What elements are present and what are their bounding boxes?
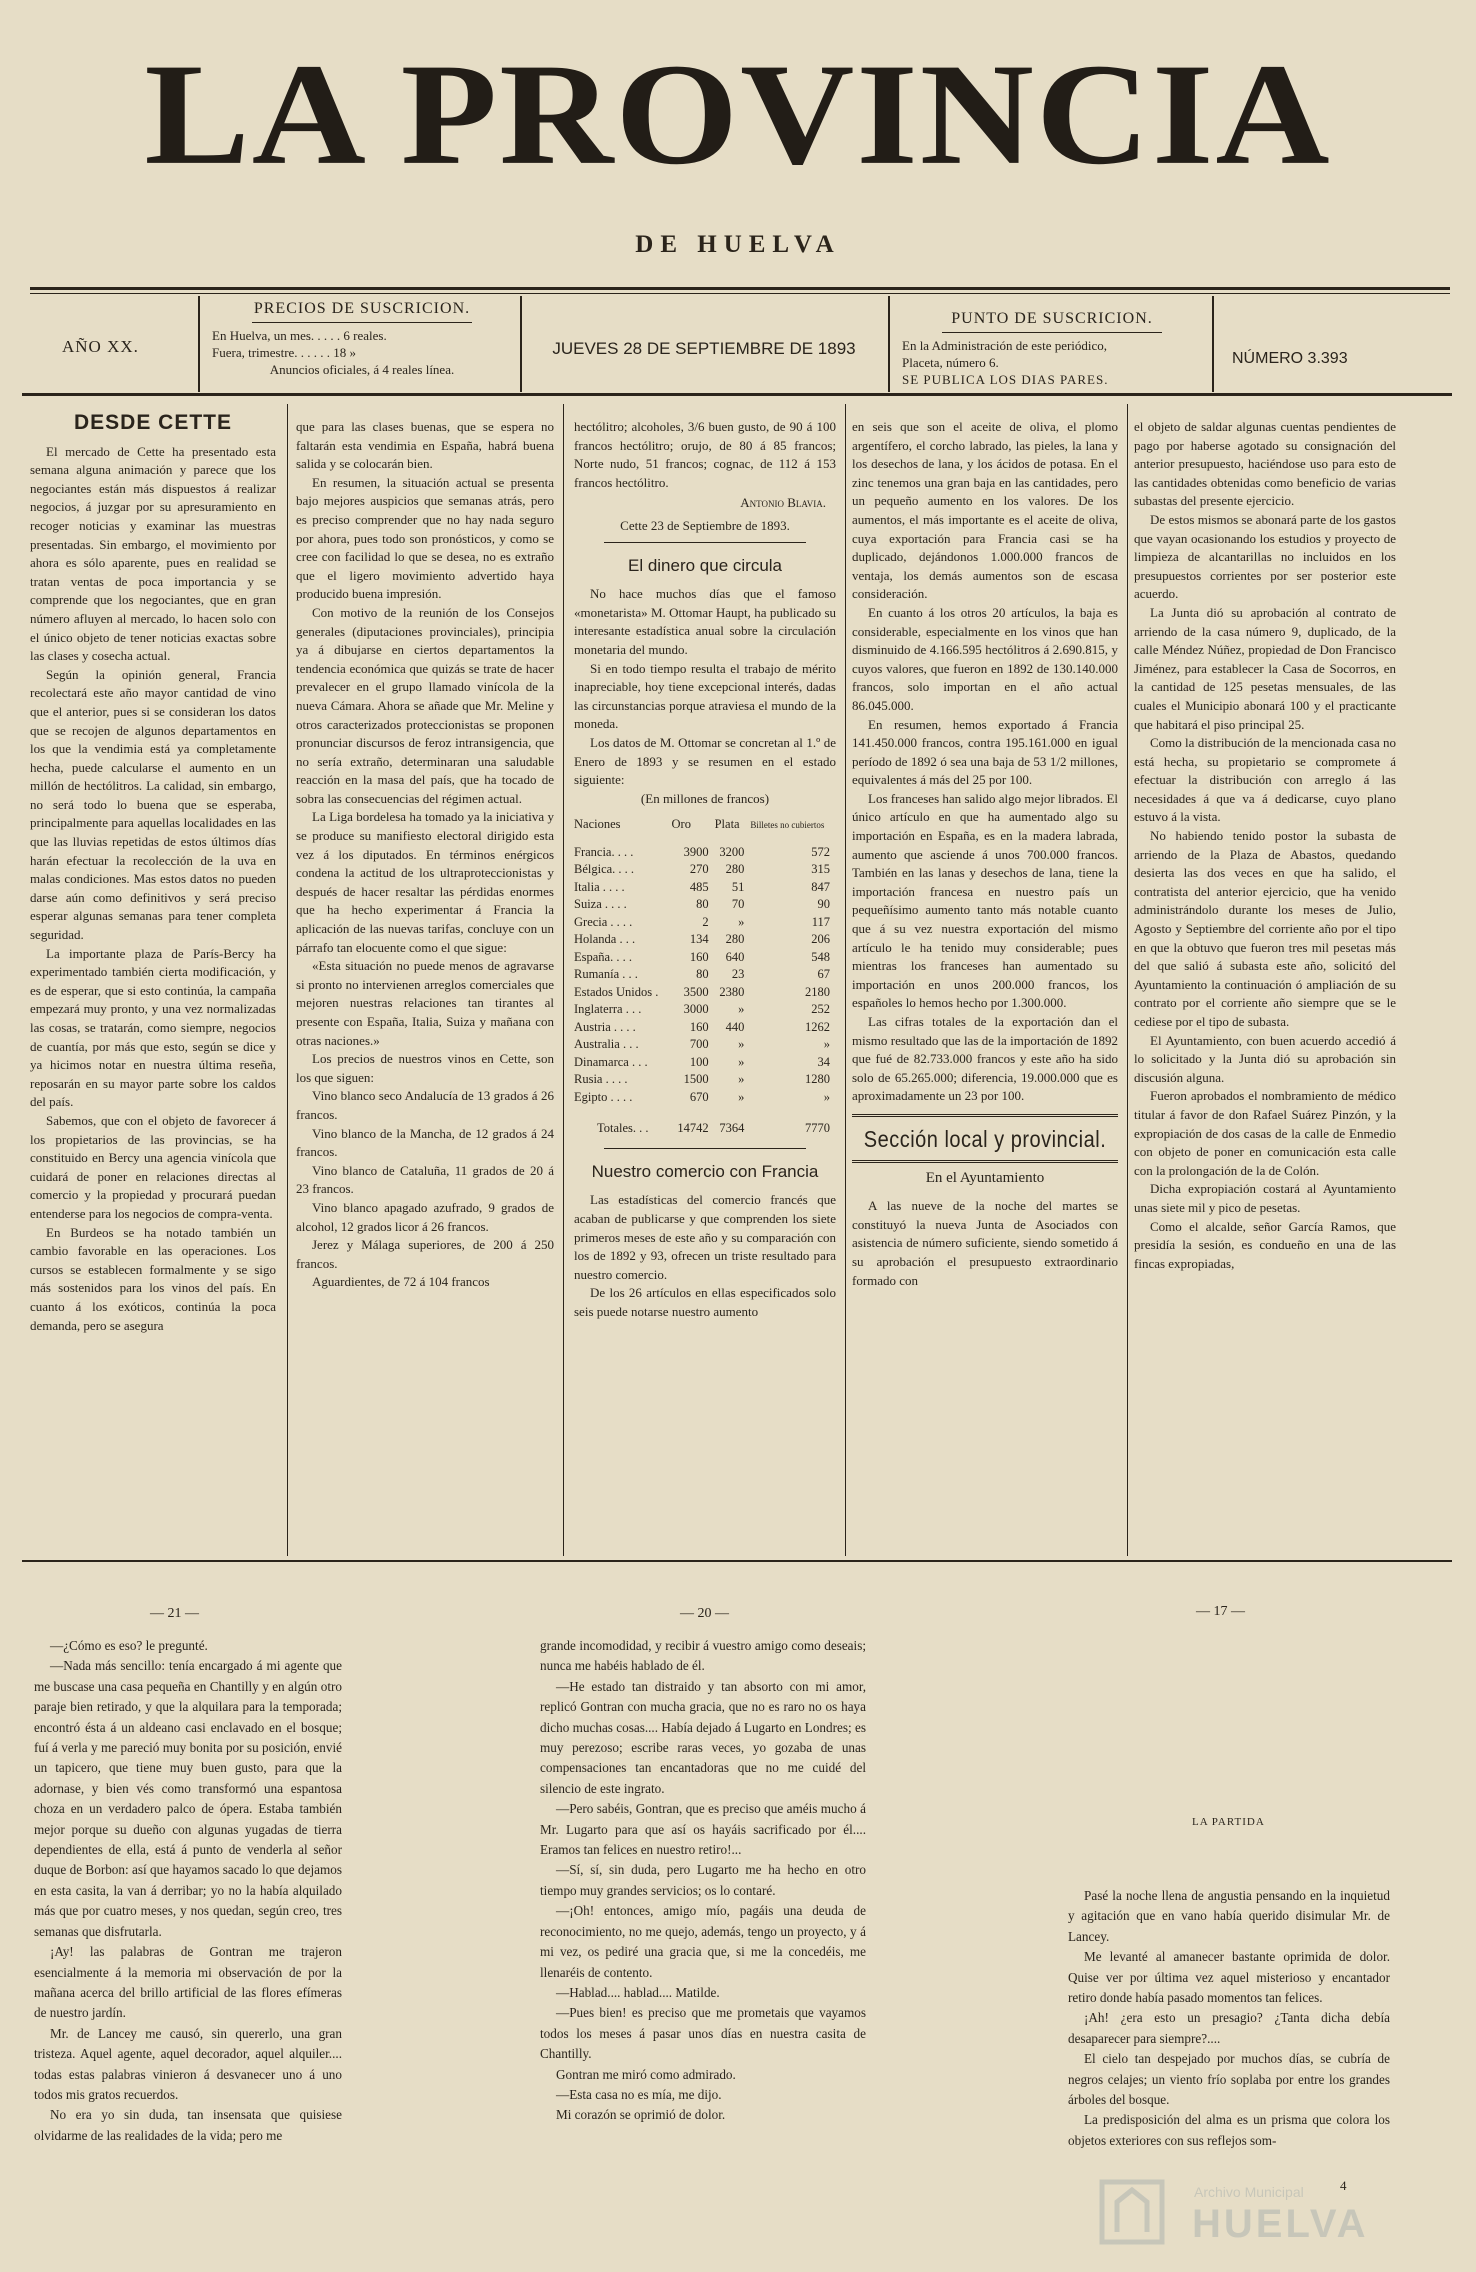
article-heading-dinero: El dinero que circula xyxy=(627,555,783,575)
article-heading-comercio: Nuestro comercio con Francia xyxy=(591,1161,819,1181)
table-cell: 252 xyxy=(811,1002,830,1017)
paragraph: ¡Ay! las palabras de Gontran me trajeron esencialmente á la memoria mi observación de por la mañana acerca del brillo artificial de las flores efímeras de nuestro jardín. xyxy=(34,1944,342,2021)
paragraph: La Liga bordelesa ha tomado ya la iniciativa y se produce su manifiesto electoral dirigido esta vez á los diputados. En términos enérgicos condena la actitud de los ultraproteccionistas y después de hacer resaltar las pérdidas enormes que ha hecho experimentar á Francia la aplicación de las nuevas tarifas, concluye con un párrafo tan elocuente como el que sigue: xyxy=(296,809,554,955)
paragraph: Como el alcalde, señor García Ramos, que presidía la sesión, es condueño en una de las fincas expropiadas, xyxy=(1134,1218,1396,1271)
table-cell: 80 xyxy=(696,897,709,912)
subscription-point-box xyxy=(902,310,1202,388)
table-cell: Holanda . . . xyxy=(574,932,636,947)
table-cell: 2380 xyxy=(719,984,745,999)
table-cell: 3500 xyxy=(683,984,709,999)
article-dateline: Cette 23 de Septiembre de 1893. xyxy=(620,517,790,533)
table-cell: Inglaterra . . . xyxy=(574,1002,642,1017)
paragraph: Mr. de Lancey me causó, sin quererlo, una gran tristeza. Aquel agente, aquel decorador, aquel alquiler.... todas estas palabras vinieron á desvanecer uno á uno todos mis gratos recuerdos. xyxy=(34,2025,342,2102)
money-table xyxy=(574,812,836,1138)
table-cell: Egipto . . . . xyxy=(574,1089,633,1104)
archive-logo-icon xyxy=(1082,2172,1182,2252)
table-cell: 572 xyxy=(811,844,830,859)
table-cell: 206 xyxy=(811,932,830,947)
paragraph: Según la opinión general, Francia recolectará este año mayor cantidad de vino que el anterior, pues si se consideran los datos que se recojen de algunos departamentos en los que la vendimia está ya completamente hecha, puede calcularse el aumento en un millón de hectólitros. La calidad, sin embargo, no será todo lo buena que se esperaba, principalmente para aquellas localidades en las que las lluvias repetidas de estos últimos días harán efectuar la recolección de la uva en malas condiciones. Mas estos datos no pueden darse aún como definitivos y será preciso esperar algunas semanas para tener completa seguridad. xyxy=(30,666,276,943)
masthead-title: LA PROVINCIA xyxy=(144,34,1332,196)
masthead-rule-top-thin xyxy=(30,293,1450,294)
section-rule xyxy=(852,1160,1118,1163)
table-row xyxy=(574,949,836,967)
prices-box xyxy=(212,300,512,378)
table-cell: » xyxy=(823,1037,830,1052)
table-cell: 548 xyxy=(811,949,830,964)
paragraph: Los precios de nuestros vinos en Cette, son los que siguen: xyxy=(296,1051,554,1085)
paragraph: El cielo tan despejado por muchos días, se cubría de negros celajes; un viento frío soplaba por entre los grandes árboles del bosque. xyxy=(1068,2051,1390,2108)
table-cell: 14742 xyxy=(677,1121,709,1136)
paragraph: El Ayuntamiento, con buen acuerdo accedió á lo solicitado y la Junta dió su aprobación sin discusión alguna. xyxy=(1134,1032,1396,1085)
paragraph: Me levanté al amanecer bastante oprimida de dolor. Quise ver por última vez aquel misterioso y encantador retiro donde había pasado momentos tan felices. xyxy=(1068,1949,1390,2006)
paragraph: Como la distribución de la mencionada casa no está hecha, su propietario se compromete á efectuar la distribución con arreglo á las necesidades á que va á dedicarse, cuyo plano estuvo á la vista. xyxy=(1134,735,1396,825)
table-row xyxy=(574,1036,836,1054)
infobar-rule-bottom xyxy=(22,393,1452,396)
paragraph: La importante plaza de París-Bercy ha experimentado también cierta modificación, y es de esperar, que si esto continúa, la campaña empezará muy pronto, y una vez normalizadas las cosas, se tratarán, como siempre, negocios de cuantía, por más que esto, según se dice y ya hicimos notar en nuestra última reseña, reposarán en su mayor parte sobre los caldos del país. xyxy=(30,945,276,1110)
paragraph: Fueron aprobados el nombramiento de médico titular á favor de don Rafael Suárez Pinzón, y la expropiación de dos casas de la calle de Enmedio con objeto de poner en comunicación esta calle con la prolongación de la de Colón. xyxy=(1134,1088,1396,1178)
paragraph: —Nada más sencillo: tenía encargado á mi agente que me buscase una casa pequeña en Chantilly y en algún otro paraje bien retirado, y que la alquilara para la temporada; encontró ésta á un aldeano casi enclavado en el bosque; fuí á verla y me pareció muy bonita por su posición, envié un tapicero, que tiene muy buen gusto, para que la adornase, y bien vés como transformó una espantosa choza en un verdadero palco de ópera. Estaba también mejor porque su dueño con algunas yugadas de tierra dependientes de ella, está á punto de venderla al señor duque de Borbon: así que hayamos sacado lo que dejamos en esta casita, la van á derribar; yo no la había alquilado más que por cuatro meses, y nos quedan, según creo, tres semanas que disfrutarla. xyxy=(34,1658,342,1939)
prices-line: En Huelva, un mes. . . . . 6 reales. xyxy=(212,328,387,343)
feuilleton-page-number: — 20 — xyxy=(680,1606,729,1621)
table-cell: 847 xyxy=(811,879,830,894)
paragraph: No habiendo tenido postor la subasta de arriendo de la Plaza de Abastos, quedando desierta las dos veces en que ha salido, el contratista del anterior ejercicio, que ha venido administrándolo durante los meses de Julio, Agosto y Septiembre del corriente año por el tipo en que la obtuvo que fueron tres mil pesetas más del que salió á subasta este año, solicitó del Ayuntamiento la continuación ó ampliación de su contrato por el corriente año siempre que se le cediese por el tipo de subasta. xyxy=(1134,828,1396,1029)
paragraph: —Sí, sí, sin duda, pero Lugarto me ha hecho en otro tiempo muy grandes servicios; os lo contaré. xyxy=(540,1862,866,1898)
table-cell: » xyxy=(738,1072,745,1087)
paragraph: grande incomodidad, y recibir á vuestro amigo como deseais; nunca me habéis hablado de él. xyxy=(540,1638,866,1674)
table-cell: 34 xyxy=(817,1054,830,1069)
table-row xyxy=(574,1089,836,1107)
table-cell: 67 xyxy=(817,967,830,982)
table-cell: » xyxy=(823,1089,830,1104)
table-cell: 485 xyxy=(689,879,709,894)
prices-title: PRECIOS DE SUSCRICION. xyxy=(253,300,471,317)
paragraph: —He estado tan distraido y tan absorto con mi amor, replicó Gontran con mucha gracia, que no es raro no os haya dicho muchas cosas.... Había dejado á Lugarto en Londres; es muy perezoso; escribe raras veces, yo gozaba de unas compensaciones tan encantadoras que no me cuidé del silencio de este ingrato. xyxy=(540,1678,866,1796)
column-divider xyxy=(287,404,288,1556)
paragraph: No hace muchos días que el famoso «monetarista» M. Ottomar Haupt, ha publicado su interesante estadística anual sobre la circulación monetaria del mundo. xyxy=(574,586,836,657)
paragraph: Las estadísticas del comercio francés que acaban de publicarse y que comprenden los siete primeros meses de este año y su comparación con los de 1892 y 93, ofrecen un triste resultado para nuestro comercio. xyxy=(574,1192,836,1282)
paragraph: Los franceses han salido algo mejor librados. El único artículo en que ha aumentado algo su importación en España, es en la madera labrada, aumento que asciende á unos 700.000 francos. También en las lanas y desechos de lana, tiene la importación francesa en nuestro país un pequeñísimo aumento tanto más notable cuanto que á su vez nuestra exportación del mismo artículo le ha tenido muy considerable; pues mientras los franceses han aumentado su importación en unos 200.000 francos, los españoles lo hemos hecho por 1.300.000. xyxy=(852,790,1118,1011)
column-2 xyxy=(296,418,554,1292)
column-divider xyxy=(845,404,846,1556)
paragraph: —Esta casa no es mía, me dijo. xyxy=(556,2086,722,2102)
table-row xyxy=(574,1019,836,1037)
paragraph: el objeto de saldar algunas cuentas pendientes de pago por haberse agotado su consignación del anterior presupuesto, haciéndose uso para esto de las cantidades obtenidas como beneficio de varias subastas del presente ejercicio. xyxy=(1134,419,1396,509)
table-cell: 1500 xyxy=(683,1072,709,1087)
paragraph: De los 26 artículos en ellas especificados solo seis puede notarse nuestro aumento xyxy=(574,1285,836,1319)
article-heading-desde-cette: DESDE CETTE xyxy=(73,411,233,434)
paragraph: Con motivo de la reunión de los Consejos generales (diputaciones provinciales), principia ya á dibujarse en ciertos departamentos la tendencia económica que quizás se trate de hacer prevalecer en el grupo llamado vinícola de la nueva Cámara. Ahora se añade que Mr. Meline y otros caracterizados proteccionistas se proponen pronunciar discursos de feroz intransigencia, que no sería extraño, determinaran una saludable reacción en la masa del país, que ha tocado de sobra las consecuencias del régimen actual. xyxy=(296,604,554,806)
paragraph: —Pues bien! es preciso que me prometais que vayamos todos los meses á pasar unos días en nuestra casita de Chantilly. xyxy=(540,2005,866,2062)
feuilleton-column-middle xyxy=(540,1636,866,2126)
table-row xyxy=(574,844,836,862)
paragraph: Los datos de M. Ottomar se concretan al 1.º de Enero de 1893 y se resumen en el estado siguiente: xyxy=(574,734,836,788)
table-cell: 100 xyxy=(689,1054,709,1069)
paragraph: En resumen, hemos exportado á Francia 141.450.000 francos, contra 195.161.000 en igual período de 1892 ó sea una baja de 53 1/2 millones, equivalentes á más del 25 por 100. xyxy=(852,716,1118,788)
issue-number: NÚMERO 3.393 xyxy=(1232,350,1348,367)
paragraph: Vino blanco de la Mancha, de 12 grados á 24 francos. xyxy=(296,1125,554,1160)
feuilleton-column-right xyxy=(1068,1886,1390,2151)
table-cell: 134 xyxy=(689,932,709,947)
table-cell: 160 xyxy=(689,949,709,964)
paragraph: —Hablad.... hablad.... Matilde. xyxy=(556,1984,720,2000)
paragraph: en seis que son el aceite de oliva, el plomo argentífero, el corcho labrado, las pieles, la lana y los desechos de lana, y los ácidos de potasa. En el zinc tenemos una gran baja en las cantidades, pero un pequeño aumento en los valores. De los aumentos, el más importante es el aceite de oliva, cuya exportación para Francia casi se ha duplicado, dejándonos 1.000.000 francos de ventaja, los demás aumentos son de escasa consideración. xyxy=(852,419,1118,602)
table-cell: 23 xyxy=(731,967,745,982)
table-cell: 7364 xyxy=(719,1121,745,1136)
table-cell: 640 xyxy=(725,949,745,964)
table-cell: 3200 xyxy=(719,844,745,859)
paragraph: Si en todo tiempo resulta el trabajo de mérito inapreciable, hoy tiene excepcional interés, dadas las circunstancias porque atraviesa el mundo de la moneda. xyxy=(574,660,836,732)
published-days: SE PUBLICA LOS DIAS PARES. xyxy=(902,372,1109,387)
table-cell: Austria . . . . xyxy=(574,1019,636,1034)
point-line: Placeta, número 6. xyxy=(902,355,999,370)
column-3 xyxy=(574,418,836,1322)
table-cell: Francia. . . . xyxy=(574,844,634,859)
table-cell: Suiza . . . . xyxy=(574,897,627,912)
table-row xyxy=(574,879,836,897)
table-cell: » xyxy=(738,1089,745,1104)
table-cell: 117 xyxy=(811,914,830,929)
infobar-divider xyxy=(520,296,522,392)
table-cell: 2 xyxy=(702,914,709,929)
column-divider xyxy=(563,404,564,1556)
table-cell: 3000 xyxy=(683,1002,709,1017)
paragraph: La predisposición del alma es un prisma que colora los objetos exteriores con sus reflejos som- xyxy=(1068,2112,1390,2148)
table-cell: 1280 xyxy=(805,1072,830,1087)
column-1 xyxy=(30,410,276,1335)
paragraph: En cuanto á los otros 20 artículos, la baja es considerable, especialmente en los vinos que han disminuido de 4.166.595 hectólitros á 2.690.815, y cuyos valores, que fueron en 1892 de 130.140.000 francos, solo importan en el año actual 86.045.000. xyxy=(852,604,1118,713)
paragraph: Sabemos, que con el objeto de favorecer á los propietarios de las provincias, se ha constituido en Bercy una agencia vinícola que cuidará de poner en relaciones directas al comercio y la propiedad y procurará puedan entenderse para los negocios de compra-venta. xyxy=(30,1112,276,1221)
archive-watermark xyxy=(1072,2172,1412,2252)
paragraph: Vino blanco seco Andalucía de 13 grados á 26 francos. xyxy=(296,1088,554,1122)
table-row xyxy=(574,966,836,984)
paragraph: Mi corazón se oprimió de dolor. xyxy=(556,2107,726,2123)
table-row xyxy=(574,914,836,932)
infobar-divider xyxy=(198,296,200,392)
table-cell: 3900 xyxy=(683,844,709,859)
feuilleton-page-number: — 17 — xyxy=(1196,1604,1245,1619)
paragraph: Jerez y Málaga superiores, de 200 á 250 francos. xyxy=(296,1237,554,1271)
feuilleton-column-left xyxy=(34,1636,342,2146)
table-cell: Bélgica. . . . xyxy=(574,862,635,877)
year-label: AÑO XX. xyxy=(62,337,139,356)
paragraph: —¿Cómo es eso? le pregunté. xyxy=(50,1638,208,1653)
paragraph: que para las clases buenas, que se espera no faltarán esta vendimia en España, habrá buena salida y se colocarán bien. xyxy=(296,419,554,472)
table-cell: 7770 xyxy=(805,1121,830,1136)
table-row xyxy=(574,1054,836,1072)
table-header: Billetes no cubiertos xyxy=(750,820,825,831)
paragraph: De estos mismos se abonará parte de los gastos que vayan ocasionando los estudios y proyecto de limpieza de alcantarillas no incluidos en los presupuestos corrientes por ser posterior este acuerdo. xyxy=(1134,511,1396,602)
table-row xyxy=(574,861,836,879)
table-cell: 90 xyxy=(817,897,830,912)
paragraph: —¡Oh! entonces, amigo mío, pagáis una deuda de reconocimiento, no me quejo, además, tengo un proyecto, y á mi vez, os pediré una gracia que, si me la concedéis, me llenaréis de contento. xyxy=(540,1903,866,1980)
table-header: Plata xyxy=(714,817,740,832)
table-header-row xyxy=(574,812,836,844)
paragraph: Vino blanco de Cataluña, 11 grados de 20 á 23 francos. xyxy=(296,1162,554,1197)
table-cell: 700 xyxy=(689,1037,709,1052)
table-cell: 2180 xyxy=(805,984,830,999)
paragraph: No era yo sin duda, tan insensata que quisiese olvidarme de las realidades de la vida; pero me xyxy=(34,2107,342,2143)
paragraph: A las nueve de la noche del martes se constituyó la nueva Junta de Asociados con asistencia de número suficiente, siendo sometido á su aprobación el presupuesto extraordinario formado con xyxy=(852,1198,1118,1288)
table-cell: Australia . . . xyxy=(574,1037,639,1052)
table-body xyxy=(574,844,836,1138)
table-row xyxy=(574,1001,836,1019)
table-cell: 1262 xyxy=(805,1019,830,1034)
table-cell: 280 xyxy=(725,932,745,947)
table-cell: » xyxy=(738,1002,745,1017)
table-cell: 315 xyxy=(811,862,830,877)
paragraph: ¡Ah! ¿era esto un presagio? ¿Tanta dicha debía desaparecer para siempre?.... xyxy=(1068,2010,1390,2046)
infobar-divider xyxy=(888,296,890,392)
table-cell: Rusia . . . . xyxy=(574,1072,628,1087)
section-rule xyxy=(604,542,806,543)
table-cell: Estados Unidos . xyxy=(574,984,659,999)
paragraph: Dicha expropiación costará al Ayuntamiento unas siete mil y pico de pesetas. xyxy=(1134,1181,1396,1215)
table-cell: Italia . . . . xyxy=(574,879,625,894)
table-cell: » xyxy=(738,1054,745,1069)
masthead-subtitle: DE HUELVA xyxy=(635,231,841,258)
watermark-small-text: Archivo Municipal xyxy=(1194,2184,1304,2200)
table-cell: 440 xyxy=(725,1019,745,1034)
paragraph: En Burdeos se ha notado también un cambio favorable en las operaciones. Los cursos se establecen formalmente y se sigo más sostenidos para los vinos del país. En cuanto á los exóticos, continúa la poca demanda, pero se asegura xyxy=(30,1224,276,1333)
masthead-rule-top xyxy=(30,287,1450,290)
infobar-divider xyxy=(1212,296,1214,392)
sheet-number: 4 xyxy=(1340,2178,1347,2193)
table-header: Oro xyxy=(671,817,691,832)
table-cell: 160 xyxy=(689,1019,709,1034)
issue-date: JUEVES 28 DE SEPTIEMBRE DE 1893 xyxy=(552,339,856,358)
paragraph: «Esta situación no puede menos de agravarse si pronto no intervienen arreglos comerciales que mejoren nuestras relaciones tan tirantes al presente con España, Italia, Suiza y mañana con otras naciones.» xyxy=(296,958,554,1048)
table-cell: » xyxy=(738,1037,745,1052)
table-header: Naciones xyxy=(574,817,621,832)
table-cell: 270 xyxy=(689,862,709,877)
column-divider xyxy=(1127,404,1128,1556)
feuilleton-page-number: — 21 — xyxy=(150,1606,199,1621)
table-caption: (En millones de francos) xyxy=(640,790,770,806)
table-row xyxy=(574,1071,836,1089)
paragraph: Gontran me miró como admirado. xyxy=(556,2066,736,2082)
point-line: En la Administración de este periódico, xyxy=(902,338,1108,353)
table-cell: Rumanía . . . xyxy=(574,967,638,982)
paragraph: En resumen, la situación actual se presenta bajo mejores auspicios que semanas atrás, pero es preciso comprender que no hay nada seguro por ahora, pues todo son pronósticos, y como se cree con facilidad lo que se desea, no es extraño que el ligero movimiento advertido haya producido buena impresión. xyxy=(296,474,554,602)
paragraph: hectólitro; alcoholes, 3/6 buen gusto, de 90 á 100 francos hectólitro; orujo, de 80 á 85 francos; Norte nudo, 51 francos; cognac, de 112 á 153 francos hectólitro. xyxy=(574,419,836,490)
prices-line: Anuncios oficiales, á 4 reales línea. xyxy=(269,362,455,377)
table-cell: Totales. . . xyxy=(596,1121,649,1136)
table-cell: 70 xyxy=(731,897,745,912)
table-cell: 51 xyxy=(731,879,745,894)
section-heading-local: Sección local y provincial. xyxy=(863,1127,1107,1153)
paragraph: Vino blanco apagado azufrado, 9 grados de alcohol, 12 grados licor á 26 francos. xyxy=(296,1199,554,1234)
prices-rule xyxy=(252,322,472,323)
point-title: PUNTO DE SUSCRICION. xyxy=(951,310,1153,327)
paragraph: Las cifras totales de la exportación dan el mismo resultado que las de la importación de 1892 que fué de 82.733.000 francos y este año ha sido solo de 65.265.000; diferencia, 19.000.000 que es aproximadamente un 23 por 100. xyxy=(852,1014,1118,1104)
table-cell: » xyxy=(738,914,745,929)
table-row xyxy=(574,896,836,914)
table-cell: 80 xyxy=(696,967,709,982)
feuilleton-rule xyxy=(22,1560,1452,1562)
article-heading-ayuntamiento: En el Ayuntamiento xyxy=(925,1169,1045,1186)
table-cell: Dinamarca . . . xyxy=(574,1054,648,1069)
section-rule xyxy=(604,1148,806,1149)
table-cell: 670 xyxy=(689,1089,709,1104)
paragraph: Aguardientes, de 72 á 104 francos xyxy=(312,1274,490,1290)
paragraph: Pasé la noche llena de angustia pensando en la inquietud y agitación que en vano había querido disimular Mr. de Lancey. xyxy=(1068,1888,1390,1944)
section-rule xyxy=(852,1114,1118,1117)
point-rule xyxy=(942,332,1162,333)
table-row xyxy=(574,984,836,1002)
paragraph: El mercado de Cette ha presentado esta semana alguna animación y parece que los negociantes están más dispuestos á realizar negocios, á juzgar por su apresuramiento en recoger noticias y examinar las muestras presentadas. Sin embargo, el movimiento por ahora es sólo aparente, pues en realidad se tratan ventas de poca importancia y se comprende que los negociantes, que en gran número afluyen al mercado, lo hacen solo con el único objeto de tener noticias exactas sobre las clases y cosecha actual. xyxy=(30,443,276,664)
article-signature: Antonio Blavia. xyxy=(740,495,826,511)
table-total-row xyxy=(574,1106,836,1138)
column-5 xyxy=(1134,418,1396,1273)
paragraph: La Junta dió su aprobación al contrato de arriendo de la casa número 9, duplicado, de la calle Méndez Núñez, propiedad de Don Francisco Jiménez, para establecer la Casa de Socorros, en la cantidad de 125 pesetas mensuales, de las cuales el Municipio abonará 100 y el practicante que habitará el piso principal 25. xyxy=(1134,604,1396,732)
table-cell: Grecia . . . . xyxy=(574,914,633,929)
table-row xyxy=(574,931,836,949)
column-4 xyxy=(852,418,1118,1290)
paragraph: —Pero sabéis, Gontran, que es preciso que améis mucho á Mr. Lugarto para que así os hayáis sacrificado por él.... Eramos tan felices en nuestro retiro!... xyxy=(540,1801,866,1858)
chapter-caption: LA PARTIDA xyxy=(1192,1816,1265,1828)
watermark-big-text: HUELVA xyxy=(1192,2202,1369,2246)
table-cell: 280 xyxy=(725,862,745,877)
prices-line: Fuera, trimestre. . . . . . 18 » xyxy=(212,345,357,360)
table-cell: España. . . . xyxy=(574,949,632,964)
